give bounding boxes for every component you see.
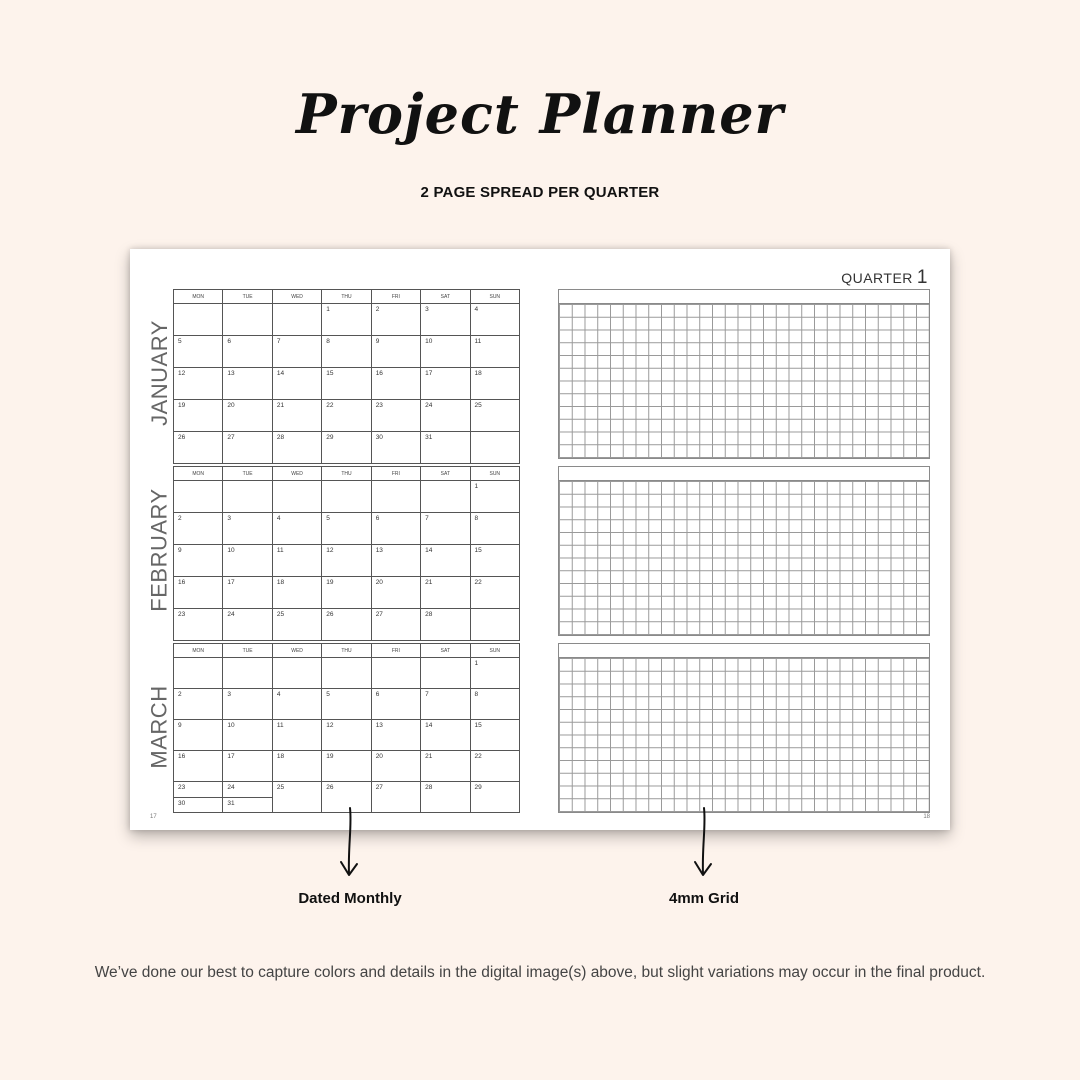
day-cell: 29: [470, 782, 519, 813]
day-cell: 6: [371, 513, 420, 545]
day-cell: 2: [371, 304, 420, 336]
day-cell: 26: [174, 432, 223, 464]
day-cell: [174, 481, 223, 513]
weekday-label: FRI: [371, 290, 420, 304]
day-cell: 15: [470, 545, 519, 577]
day-cell: [223, 658, 272, 689]
day-cell: 28: [421, 782, 470, 813]
planner-spread: [130, 249, 950, 830]
arrow-down-icon: [338, 806, 362, 880]
day-cell: 5: [174, 336, 223, 368]
day-cell: 9: [371, 336, 420, 368]
day-cell: [322, 658, 371, 689]
day-cell: 9: [174, 720, 223, 751]
day-cell: 13: [371, 720, 420, 751]
day-cell: 20: [371, 751, 420, 782]
month-label-february: FEBRUARY: [147, 488, 172, 612]
day-cell: [322, 481, 371, 513]
page-number-right: 18: [923, 814, 930, 820]
day-cell: 12: [174, 368, 223, 400]
day-cell: 25: [272, 782, 321, 813]
day-cell: 28: [272, 432, 321, 464]
day-cell: 18: [272, 751, 321, 782]
day-cell: 8: [470, 513, 519, 545]
page-title: Project Planner: [295, 82, 785, 146]
day-cell: [371, 481, 420, 513]
day-cell: [174, 304, 223, 336]
day-cell: 29: [322, 432, 371, 464]
day-cell: [174, 658, 223, 689]
month-label-january: JANUARY: [147, 320, 173, 426]
callout-4mm-grid: 4mm Grid: [668, 890, 740, 907]
day-cell: 2: [174, 689, 223, 720]
day-cell: 23: [174, 782, 223, 798]
day-cell: 15: [322, 368, 371, 400]
arrow-down-icon: [692, 806, 716, 880]
day-cell: [470, 609, 519, 641]
day-cell: 9: [174, 545, 223, 577]
day-cell: 3: [421, 304, 470, 336]
day-cell: 27: [371, 782, 420, 813]
grid-panel-january: [558, 289, 930, 459]
day-cell: 24: [421, 400, 470, 432]
day-cell: 7: [421, 513, 470, 545]
day-cell: 1: [470, 658, 519, 689]
day-cell: 16: [174, 577, 223, 609]
weekday-label: MON: [174, 644, 223, 658]
weekday-label: WED: [272, 467, 321, 481]
day-cell: 12: [322, 720, 371, 751]
day-cell: 11: [470, 336, 519, 368]
day-cell: [272, 304, 321, 336]
weekday-label: WED: [272, 644, 321, 658]
day-cell: 19: [322, 577, 371, 609]
weekday-label: FRI: [371, 467, 420, 481]
day-cell: 13: [223, 368, 272, 400]
page-number-left: 17: [150, 814, 157, 820]
day-cell: 3: [223, 513, 272, 545]
day-cell: 21: [421, 751, 470, 782]
calendar-january: [173, 289, 520, 464]
day-cell: 4: [470, 304, 519, 336]
day-cell: 16: [174, 751, 223, 782]
day-cell: 19: [174, 400, 223, 432]
day-cell: 6: [223, 336, 272, 368]
day-cell: [272, 658, 321, 689]
day-cell: 7: [272, 336, 321, 368]
weekday-label: SUN: [470, 467, 519, 481]
day-cell: 24: [223, 609, 272, 641]
day-cell: 4: [272, 689, 321, 720]
day-cell: [421, 481, 470, 513]
day-cell: 21: [421, 577, 470, 609]
day-cell: 27: [371, 609, 420, 641]
day-cell: 31: [223, 797, 272, 813]
day-cell: 5: [322, 689, 371, 720]
day-cell: 10: [421, 336, 470, 368]
day-cell: 22: [470, 577, 519, 609]
day-cell: 7: [421, 689, 470, 720]
day-cell: 8: [470, 689, 519, 720]
day-cell: [421, 658, 470, 689]
day-cell: 17: [223, 577, 272, 609]
weekday-label: SAT: [421, 644, 470, 658]
day-cell: 26: [322, 782, 371, 813]
day-cell: 6: [371, 689, 420, 720]
weekday-label: SUN: [470, 290, 519, 304]
day-cell: 26: [322, 609, 371, 641]
day-cell: [371, 658, 420, 689]
day-cell: 19: [322, 751, 371, 782]
day-cell: [470, 432, 519, 464]
day-cell: 1: [322, 304, 371, 336]
weekday-label: MON: [174, 467, 223, 481]
day-cell: [223, 481, 272, 513]
day-cell: 20: [371, 577, 420, 609]
day-cell: 21: [272, 400, 321, 432]
weekday-label: THU: [322, 467, 371, 481]
grid-panel-march: [558, 643, 930, 813]
weekday-label: TUE: [223, 644, 272, 658]
day-cell: 14: [421, 545, 470, 577]
day-cell: 25: [470, 400, 519, 432]
day-cell: 31: [421, 432, 470, 464]
day-cell: 4: [272, 513, 321, 545]
day-cell: 17: [223, 751, 272, 782]
day-cell: 24: [223, 782, 272, 798]
weekday-label: FRI: [371, 644, 420, 658]
day-cell: 10: [223, 720, 272, 751]
day-cell: [272, 481, 321, 513]
calendar-march: [173, 643, 520, 813]
day-cell: 27: [223, 432, 272, 464]
disclaimer: We’ve done our best to capture colors and details in the digital image(s) above, but slight variations may occur in the final product.: [94, 964, 986, 981]
day-cell: [223, 304, 272, 336]
quarter-label: QUARTER: [841, 270, 913, 286]
day-cell: 13: [371, 545, 420, 577]
day-cell: 11: [272, 720, 321, 751]
day-cell: 22: [470, 751, 519, 782]
day-cell: 28: [421, 609, 470, 641]
weekday-label: TUE: [223, 290, 272, 304]
day-cell: 8: [322, 336, 371, 368]
day-cell: 30: [174, 797, 223, 813]
day-cell: 5: [322, 513, 371, 545]
day-cell: 3: [223, 689, 272, 720]
day-cell: 17: [421, 368, 470, 400]
day-cell: 16: [371, 368, 420, 400]
grid-panel-february: [558, 466, 930, 636]
day-cell: 2: [174, 513, 223, 545]
callout-dated-monthly: Dated Monthly: [298, 890, 402, 907]
weekday-label: THU: [322, 644, 371, 658]
day-cell: 15: [470, 720, 519, 751]
weekday-label: WED: [272, 290, 321, 304]
day-cell: 23: [371, 400, 420, 432]
weekday-label: SAT: [421, 290, 470, 304]
weekday-label: SUN: [470, 644, 519, 658]
weekday-label: SAT: [421, 467, 470, 481]
day-cell: 18: [470, 368, 519, 400]
quarter-number: 1: [916, 267, 928, 288]
day-cell: 14: [421, 720, 470, 751]
quarter-heading: [841, 267, 928, 289]
day-cell: 18: [272, 577, 321, 609]
month-label-march: MARCH: [147, 685, 173, 769]
day-cell: 14: [272, 368, 321, 400]
day-cell: 23: [174, 609, 223, 641]
day-cell: 30: [371, 432, 420, 464]
day-cell: 22: [322, 400, 371, 432]
calendar-february: [173, 466, 520, 641]
day-cell: 11: [272, 545, 321, 577]
day-cell: 20: [223, 400, 272, 432]
subtitle: 2 PAGE SPREAD PER QUARTER: [420, 184, 660, 201]
day-cell: 25: [272, 609, 321, 641]
day-cell: 12: [322, 545, 371, 577]
weekday-label: TUE: [223, 467, 272, 481]
day-cell: 1: [470, 481, 519, 513]
weekday-label: THU: [322, 290, 371, 304]
weekday-label: MON: [174, 290, 223, 304]
day-cell: 10: [223, 545, 272, 577]
